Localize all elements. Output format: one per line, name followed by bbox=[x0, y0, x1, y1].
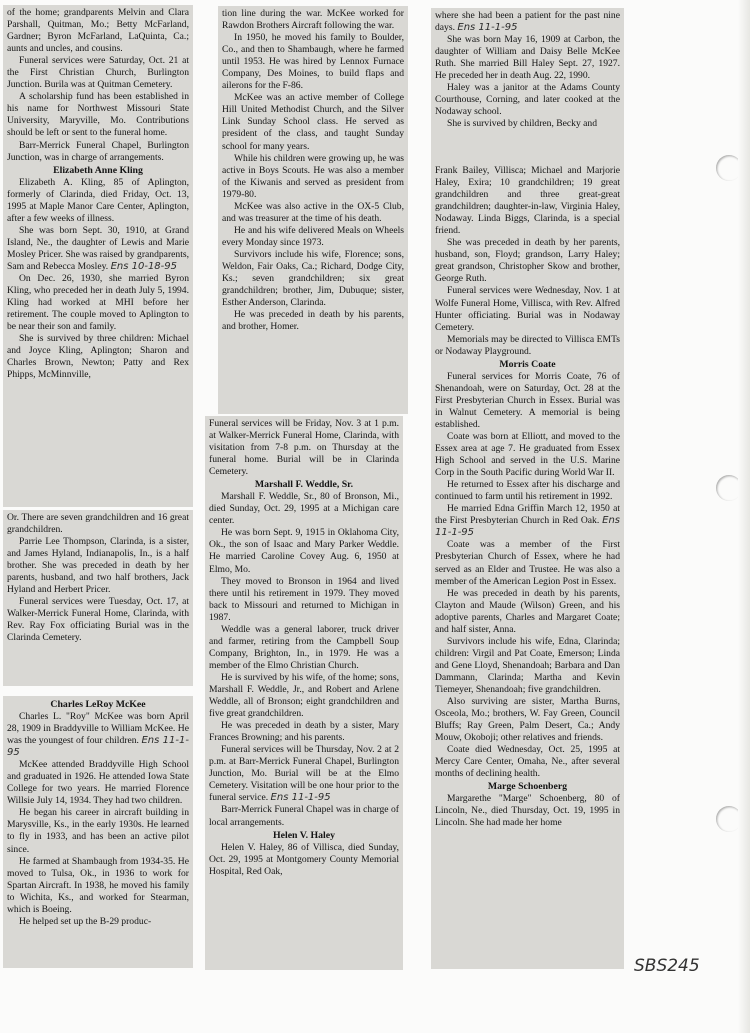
clipping-col2-bottom bbox=[205, 416, 403, 970]
paragraph: He began his career in aircraft building in Marysville, Ks., in the early 1930s. He learned to fly in 1933, and has been an active pilot since. bbox=[7, 807, 189, 855]
handwritten-date-note: Ens 10-18-95 bbox=[110, 260, 177, 272]
paragraph: Weddle was a general laborer, truck driver and farmer, retiring from the Campbell Soup Company, Brighton, In., in 1979. He was a member of the Elmo Christian Church. bbox=[209, 623, 399, 671]
handwritten-date-note: Ens 11-1-95 bbox=[7, 735, 189, 759]
obituary-heading: Marge Schoenberg bbox=[487, 781, 568, 793]
paragraph: McKee was also active in the OX-5 Club, and was treasurer at the time of his death. bbox=[222, 200, 404, 224]
paragraph-text: Charles L. "Roy" McKee was born April 28, 1909 in Braddyville to William McKee. He was the youngest of four children. bbox=[7, 711, 189, 747]
handwritten-date-note: Ens 11-1-95 bbox=[270, 792, 331, 804]
paragraph: In 1950, he moved his family to Boulder, Co., and then to Shambaugh, where he farmed until 1953. He was hired by Lennox Furnace Company, Des Moines, to build flaps and ailerons for the F-86. bbox=[222, 32, 404, 92]
paragraph: She was born May 16, 1909 at Carbon, the daughter of William and Daisy Belle McKee Ruth. She married Bill Haley Sept. 27, 1927. He preceded her in death Aug. 22, 1990. bbox=[435, 34, 620, 82]
paragraph: Coate was a member of the First Presbyterian Church of Essex, where he had served as an Elder and Trustee. He was also a member of the American Legion Post in Essex. bbox=[435, 539, 620, 587]
clipping-col1-mid bbox=[3, 510, 193, 686]
paragraph: He was preceded in death by his parents, and brother, Homer. bbox=[222, 309, 404, 333]
clipping-col3-bottom bbox=[431, 163, 624, 969]
clipping-col2-top bbox=[218, 6, 408, 414]
paragraph: Survivors include his wife, Florence; sons, Weldon, Fair Oaks, Ca.; Richard, Dodge City, Ks.; seven grandchildren; six great grandchildren; brother, Jim, Dubuque; sister, Esther Anderson, Clarinda. bbox=[222, 248, 404, 309]
paragraph: He was born Sept. 9, 1915 in Oklahoma City, Ok., the son of Isaac and Mary Parker Weddle. He married Caroline Covey Aug. 6, 1950 at Elmo, Mo. bbox=[209, 527, 399, 575]
paragraph: McKee attended Braddyville High School and graduated in 1926. He attended Iowa State College for two years. He married Florence Willsie July 14, 1934. They had two children. bbox=[7, 759, 189, 807]
paragraph: Barr-Merrick Funeral Chapel was in charge of local arrangements. bbox=[209, 804, 399, 828]
paragraph bbox=[435, 503, 620, 539]
paragraph: He was preceded in death by his parents, Clayton and Maude (Wilson) Green, and his adoptive parents, Charles and Margaret Coate; and half sister, Anna. bbox=[435, 587, 620, 635]
paragraph: Funeral services were Wednesday, Nov. 1 at Wolfe Funeral Home, Villisca, with Rev. Alfred Hunter officiating. Burial was in Nodaway Cemetery. bbox=[435, 285, 620, 333]
paragraph-text: Funeral services will be Thursday, Nov. 2 at 2 p.m. at Barr-Merrick Funeral Chapel, Burlington Junction, Mo. Burial will be at the Elmo Cemetery. Visitation will be one hour prior to the funeral service. bbox=[209, 744, 399, 804]
paragraph: He was preceded in death by a sister, Mary Frances Browning; and his parents. bbox=[209, 720, 399, 744]
paragraph: Also surviving are sister, Martha Burns, Osceola, Mo.; brothers, W. Fay Green, Council Bluffs; Ray Green, Palm Desert, Ca.; Andy Mouw, Okoboji; other relatives and friends. bbox=[435, 696, 620, 744]
paragraph bbox=[209, 744, 399, 804]
paragraph: Memorials may be directed to Villisca EMTs or Nodaway Playground. bbox=[435, 333, 620, 357]
paragraph: On Dec. 26, 1930, she married Byron Kling, who preceded her in death July 5, 1994. Kling had worked at MHI before her retirement. The couple moved to Aplington to be near their son and family. bbox=[7, 272, 189, 333]
obituary-heading: Charles LeRoy McKee bbox=[50, 699, 146, 710]
paragraph: He and his wife delivered Meals on Wheels every Monday since 1973. bbox=[222, 224, 404, 248]
paragraph: She was preceded in death by her parents, husband, son, Floyd; grandson, Larry Haley; great grandson, Christopher Skow and brother, George Ruth. bbox=[435, 237, 620, 285]
paragraph: Coate died Wednesday, Oct. 25, 1995 at Mercy Care Center, Omaha, Ne., after several months of declining health. bbox=[435, 744, 620, 780]
paragraph-text: She was born Sept. 30, 1910, at Grand Island, Ne., the daughter of Lewis and Marie Mosley Pricer. She was raised by grandparents, Sam and Rebecca Mosley. bbox=[7, 224, 189, 272]
paragraph: Marshall F. Weddle, Sr., 80 of Bronson, Mi., died Sunday, Oct. 29, 1995 at a Michigan care center. bbox=[209, 491, 399, 527]
paragraph: Parrie Lee Thompson, Clarinda, is a sister, and James Hyland, Indianapolis, In., is a half brother. She was preceded in death by her parents, husband, and two half brothers, Jack Hyland and Herbert Pricer. bbox=[7, 536, 189, 596]
paragraph: Funeral services will be Friday, Nov. 3 at 1 p.m. at Walker-Merrick Funeral Home, Clarinda, with visitation from 7-8 p.m. on Thursday at the funeral home. Burial will be in Clarinda Cemetery. bbox=[209, 418, 399, 478]
clipping-col3-top bbox=[431, 8, 624, 163]
clipping-col1-top bbox=[3, 5, 193, 507]
paragraph: Helen V. Haley, 86 of Villisca, died Sunday, Oct. 29, 1995 at Montgomery County Memorial Hospital, Red Oak, bbox=[209, 841, 399, 877]
paragraph-text: He married Edna Griffin March 12, 1950 at the First Presbyterian Church in Red Oak. bbox=[435, 503, 620, 527]
paragraph: They moved to Bronson in 1964 and lived there until his retirement in 1979. They moved back to Missouri and returned to Michigan in 1987. bbox=[209, 575, 399, 623]
paragraph: Frank Bailey, Villisca; Michael and Marjorie Haley, Exira; 10 grandchildren; 19 great grandchildren and three great-great grandchildren; daughter-in-law, Virginia Haley, Nodaway. Linda Biggs, Clarinda, is a special friend. bbox=[435, 165, 620, 237]
handwritten-reference-number: SBS245 bbox=[634, 956, 700, 976]
paragraph: While his children were growing up, he was active in Boys Scouts. He was also a member of the Kiwanis and served as president from 1979-80. bbox=[222, 152, 404, 200]
paragraph: Haley was a janitor at the Adams County Courthouse, Corning, and later cooked at the Nodaway school. bbox=[435, 82, 620, 118]
obituary-heading: Morris Coate bbox=[499, 358, 556, 370]
handwritten-date-note: Ens 11-1-95 bbox=[457, 22, 518, 34]
paragraph: He helped set up the B-29 produc- bbox=[19, 915, 152, 927]
paragraph bbox=[7, 225, 189, 273]
paragraph: Coate was born at Elliott, and moved to the Essex area at age 7. He graduated from Essex High School and served in the U.S. Marine Corp in the South Pacific during World War II. bbox=[435, 430, 620, 479]
clipping-col1-bottom bbox=[3, 696, 193, 968]
paragraph: A scholarship fund has been established in his name for Northwest Missouri State University, Maryville, Mo. Contributions should be left or sent to the funeral home. bbox=[7, 91, 189, 139]
paragraph: Elizabeth A. Kling, 85 of Aplington, formerly of Clarinda, died Friday, Oct. 13, 1995 at Maple Manor Care Center, Aplington, after a few weeks of illness. bbox=[7, 176, 189, 224]
paragraph: She is survived by children, Becky and bbox=[447, 118, 598, 130]
paragraph: He is survived by his wife, of the home; sons, Marshall F. Weddle, Jr., and Robert and Arlene Weddle, all of Bronson; eight grandchildren and five great grandchildren. bbox=[209, 671, 399, 720]
scan-edge-shadow bbox=[738, 0, 750, 1033]
obituary-heading: Helen V. Haley bbox=[273, 829, 335, 841]
paragraph bbox=[7, 711, 189, 759]
obituary-heading: Elizabeth Anne Kling bbox=[53, 164, 143, 176]
paragraph: Barr-Merrick Funeral Chapel, Burlington Junction, was in charge of arrangements. bbox=[7, 139, 189, 163]
paragraph: Or. There are seven grandchildren and 16 great grandchildren. bbox=[7, 512, 189, 536]
paragraph: Survivors include his wife, Edna, Clarinda; children: Virgil and Pat Coate, Emerson; Linda and Gene Lloyd, Shenandoah; Barbara and Dan Dammann, Clarinda; Martha and Kevin Tiemeyer, Shenandoah; five grandchildren. bbox=[435, 635, 620, 695]
paragraph: She is survived by three children: Michael and Joyce Kling, Aplington; Sharon and Charles Brown, Newton; Patty and Rex Phipps, McMinnville, bbox=[7, 333, 189, 381]
paragraph bbox=[435, 10, 620, 34]
paragraph: of the home; grandparents Melvin and Clara Parshall, Quitman, Mo.; Betty McFarland, Gardner; Byron McFarland, LaQuinta, Ca.; aunts and uncles, and cousins. bbox=[7, 7, 189, 55]
paragraph: He returned to Essex after his discharge and continued to farm until his retirement in 1992. bbox=[435, 479, 620, 503]
paragraph: He farmed at Shambaugh from 1934-35. He moved to Tulsa, Ok., in 1936 to work for Spartan Aircraft. In 1938, he moved his family to Wichita, Ks., and worked for Stearman, which is Boeing. bbox=[7, 855, 189, 915]
paragraph: tion line during the war. McKee worked for Rawdon Brothers Aircraft following the war. bbox=[222, 8, 404, 32]
paragraph: Margarethe "Marge" Schoenberg, 80 of Lincoln, Ne., died Thursday, Oct. 19, 1995 in Lincoln. She had made her home bbox=[435, 793, 620, 829]
paragraph: Funeral services for Morris Coate, 76 of Shenandoah, were on Saturday, Oct. 28 at the First Presbyterian Church in Essex. Burial was in Walnut Cemetery. A memorial is being established. bbox=[435, 370, 620, 430]
paragraph-text: where she had been a patient for the past nine days. bbox=[435, 10, 620, 34]
paragraph: Funeral services were Saturday, Oct. 21 at the First Christian Church, Burlington Junction. Burila was at Quitman Cemetery. bbox=[7, 55, 189, 91]
paragraph: McKee was an active member of College Hill United Methodist Church, and the Silver Link Sunday School class. He served as president of the class, and taught Sunday school for many years. bbox=[222, 92, 404, 152]
obituary-heading: Marshall F. Weddle, Sr. bbox=[254, 479, 354, 491]
handwritten-date-note: Ens 11-1-95 bbox=[435, 515, 620, 539]
paragraph: Funeral services were Tuesday, Oct. 17, at Walker-Merrick Funeral Home, Clarinda, with Rev. Ray Fox officiating Burial was in the Clarinda Cemetery. bbox=[7, 596, 189, 644]
